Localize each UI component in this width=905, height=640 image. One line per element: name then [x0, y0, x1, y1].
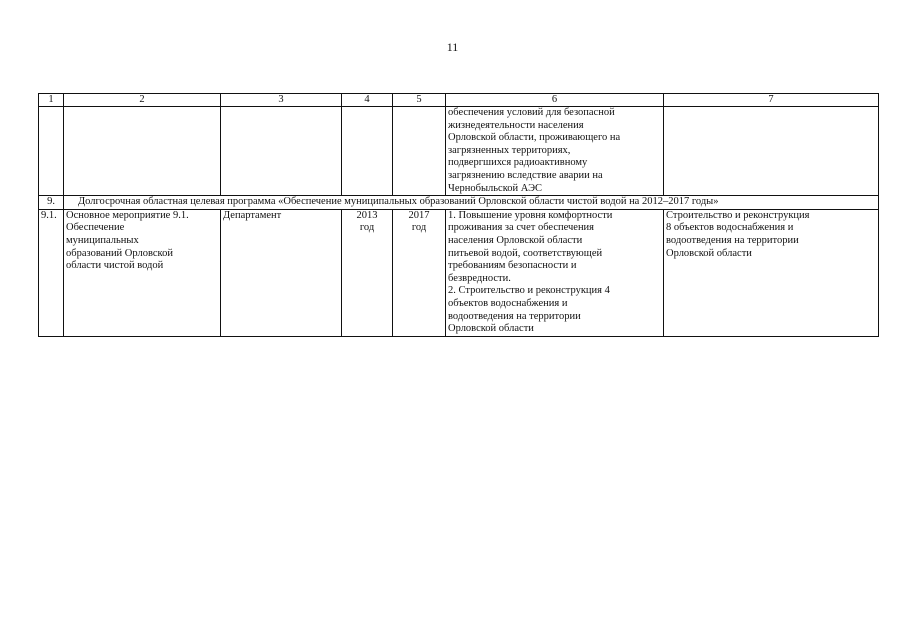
- text-line: обеспечения условий для безопасной: [448, 107, 615, 118]
- event-start-year: [342, 209, 393, 336]
- header-cell-3: 3: [221, 94, 342, 107]
- section-row: [39, 196, 879, 210]
- continuation-row: [39, 107, 879, 196]
- section-number: 9.: [39, 196, 64, 210]
- text-line: проживания за счет обеспечения: [448, 222, 595, 234]
- text-line: 2013: [356, 209, 378, 221]
- continuation-cell-6: [446, 107, 664, 196]
- text-line: Строительство и реконструкция: [666, 209, 810, 221]
- header-cell-5: 5: [393, 94, 446, 107]
- event-row: [39, 209, 879, 336]
- section-program-title: Долгосрочная областная целевая программа «Обеспечение муниципальных образований Орловской области чистой водой на 2012–2017 годы»: [64, 196, 879, 210]
- header-row: [39, 94, 879, 107]
- text-line: подвергшихся радиоактивному: [448, 157, 588, 169]
- header-cell-7: 7: [664, 94, 879, 107]
- text-line: Обеспечение: [66, 222, 125, 234]
- text-line: муниципальных: [66, 234, 139, 246]
- continuation-cell-2: [64, 107, 221, 196]
- text-line: жизнедеятельности населения: [448, 119, 584, 131]
- continuation-cell-1: [39, 107, 64, 196]
- text-line: Орловской области: [666, 247, 752, 259]
- text-line: безвредности.: [448, 272, 511, 284]
- event-responsible: Департамент: [221, 209, 342, 336]
- header-cell-2: 2: [64, 94, 221, 107]
- text-line: Орловской области: [448, 323, 534, 335]
- text-line: водоотведения на территории: [448, 310, 581, 322]
- text-line: Орловской области, проживающего на: [448, 132, 621, 144]
- program-table: [38, 93, 879, 337]
- event-number: 9.1.: [39, 209, 64, 336]
- continuation-cell-4: [342, 107, 393, 196]
- continuation-cell-5: [393, 107, 446, 196]
- text-line: 2. Строительство и реконструкция 4: [448, 285, 610, 297]
- text-line: питьевой водой, соответствующей: [448, 247, 603, 259]
- text-line: объектов водоснабжения и: [448, 297, 568, 309]
- continuation-cell-7: [664, 107, 879, 196]
- event-expected-result: [446, 209, 664, 336]
- event-indicators: [664, 209, 879, 336]
- text-line: 2017: [408, 209, 430, 221]
- text-line: области чистой водой: [66, 260, 164, 272]
- event-end-year: [393, 209, 446, 336]
- text-line: год: [359, 222, 375, 234]
- text-line: 8 объектов водоснабжения и: [666, 222, 794, 234]
- header-cell-1: 1: [39, 94, 64, 107]
- text-line: Основное мероприятие 9.1.: [66, 209, 189, 221]
- text-line: загрязнению вследствие аварии на: [448, 169, 603, 181]
- text-line: требованиям безопасности и: [448, 260, 577, 272]
- text-line: 1. Повышение уровня комфортности: [448, 209, 613, 221]
- header-cell-6: 6: [446, 94, 664, 107]
- event-title: [64, 209, 221, 336]
- continuation-cell-3: [221, 107, 342, 196]
- text-line: населения Орловской области: [448, 234, 583, 246]
- text-line: год: [411, 222, 427, 234]
- text-line: водоотведения на территории: [666, 234, 799, 246]
- header-cell-4: 4: [342, 94, 393, 107]
- text-line: загрязненных территориях,: [448, 144, 571, 156]
- text-line: образований Орловской: [66, 247, 173, 259]
- text-line: Чернобыльской АЭС: [448, 182, 543, 194]
- page-number: 11: [446, 40, 459, 54]
